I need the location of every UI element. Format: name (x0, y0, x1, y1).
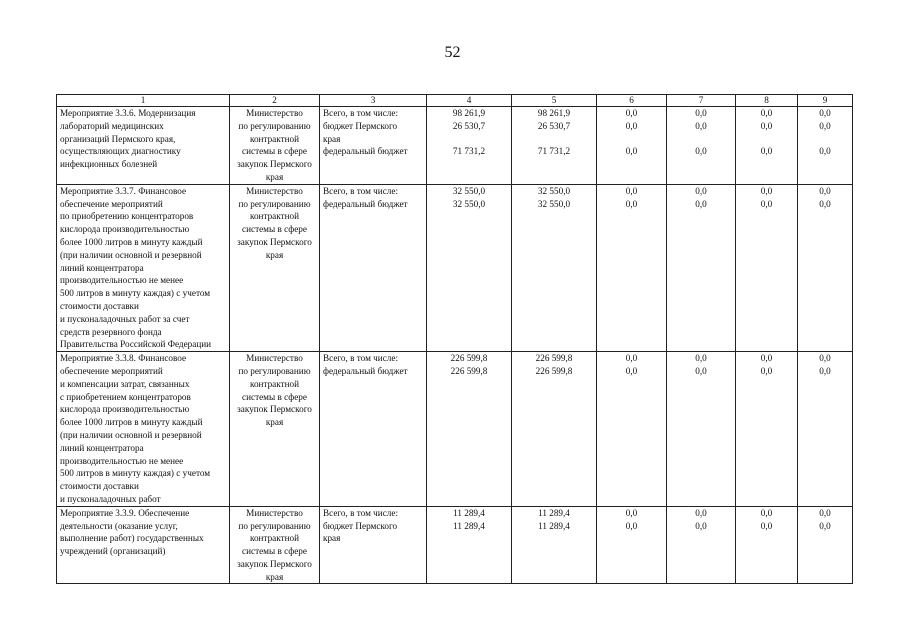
event-text-line: и компенсации затрат, связанных (60, 378, 190, 389)
budget-table (56, 94, 853, 584)
event-text-line: более 1000 литров в минуту каждый (60, 417, 203, 428)
amount-cell (736, 184, 798, 351)
amount-value: 226 599,8 (535, 353, 573, 364)
event-text-line: кислорода производительностью (60, 224, 190, 235)
amount-value: 0,0 (625, 120, 638, 131)
amount-value: 0,0 (625, 365, 638, 376)
event-cell (57, 352, 230, 507)
amount-value: 98 261,9 (452, 108, 486, 118)
event-text-line: по приобретению концентраторов (60, 211, 194, 222)
amount-value: 226 599,8 (450, 353, 488, 364)
executor-text-line: системы в сфере (242, 546, 307, 557)
amount-value: 226 599,8 (450, 365, 488, 376)
header-row (57, 95, 853, 107)
event-text-line: обеспечение мероприятий (60, 198, 163, 209)
executor-text-line: края (265, 171, 284, 182)
table-row (57, 184, 853, 351)
amount-spacer (430, 532, 508, 545)
event-text-line: обеспечение мероприятий (60, 365, 163, 376)
funding-source-cell (320, 184, 427, 351)
amount-spacer (670, 133, 732, 146)
executor-text-line: контрактной (249, 133, 300, 144)
amount-value: 32 550,0 (452, 198, 486, 209)
event-text-line: линий концентратора (60, 442, 144, 453)
executor-text-line: по регулированию (238, 120, 311, 131)
funding-source-cell (320, 352, 427, 507)
amount-spacer (739, 133, 794, 146)
amount-cell (798, 352, 853, 507)
amount-cell (512, 352, 597, 507)
event-text-line: и пусконаладочных работ (60, 493, 161, 504)
funding-source-cell (320, 107, 427, 185)
executor-text-line: по регулированию (238, 365, 311, 376)
amount-spacer (430, 133, 508, 146)
amount-value: 98 261,9 (537, 108, 571, 118)
executor-text-line: контрактной (249, 378, 300, 389)
amount-value: 0,0 (819, 353, 831, 364)
funding-source-label: Всего, в том числе: (323, 108, 399, 118)
amount-cell (798, 107, 853, 185)
event-text-line: 500 литров в минуту каждая) с учетом (60, 468, 211, 479)
executor-text-line: закупок Пермского (237, 159, 312, 170)
event-text-line: осуществляющих диагностику (60, 146, 181, 157)
event-text-line: организаций Пермского края, (60, 133, 176, 144)
amount-value: 71 731,2 (537, 146, 571, 157)
amount-value: 0,0 (819, 146, 831, 157)
column-header: 2 (230, 95, 320, 107)
table-body (57, 107, 853, 584)
event-text-line: средств резервного фонда (60, 326, 162, 337)
event-text-line: Мероприятие 3.3.9. Обеспечение (60, 507, 190, 518)
amount-cell (736, 506, 798, 584)
event-text-line: Правительства Российской Федерации (60, 339, 212, 350)
amount-value: 226 599,8 (535, 365, 573, 376)
amount-value: 0,0 (695, 520, 707, 531)
executor-text-line: по регулированию (238, 520, 311, 531)
funding-source-label: Всего, в том числе: (323, 353, 399, 364)
amount-cell (597, 184, 667, 351)
column-header: 8 (736, 95, 798, 107)
executor-text-line: системы в сфере (242, 146, 307, 157)
amount-value: 0,0 (760, 198, 773, 209)
event-text-line: (при наличии основной и резервной (60, 429, 202, 440)
amount-cell (667, 107, 736, 185)
executor-text-line: Министерство (246, 507, 303, 518)
amount-spacer (515, 532, 593, 545)
event-text-line: деятельности (оказание услуг, (60, 520, 178, 531)
amount-value: 0,0 (819, 507, 831, 518)
amount-value: 0,0 (760, 520, 773, 531)
amount-value: 0,0 (695, 120, 707, 131)
event-text-line: Мероприятие 3.3.8. Финансовое (60, 353, 187, 364)
amount-value: 0,0 (625, 198, 638, 209)
event-text-line: (при наличии основной и резервной (60, 249, 202, 260)
executor-text-line: края (265, 417, 284, 428)
event-text-line: и пусконаладочных работ за счет (60, 313, 190, 324)
column-header: 5 (512, 95, 597, 107)
event-text-line: производительностью не менее (60, 275, 184, 286)
amount-cell (597, 107, 667, 185)
amount-cell (736, 352, 798, 507)
amount-cell (427, 352, 512, 507)
event-text-line: учреждений (организаций) (60, 546, 166, 557)
amount-value: 0,0 (819, 120, 831, 131)
funding-source-label: федеральный бюджет (323, 198, 408, 209)
funding-source-label: федеральный бюджет (323, 365, 408, 376)
amount-value: 0,0 (625, 146, 638, 157)
amount-value: 32 550,0 (452, 185, 486, 196)
executor-text-line: контрактной (249, 211, 300, 222)
amount-cell (667, 352, 736, 507)
amount-spacer (739, 532, 794, 545)
amount-cell (798, 506, 853, 584)
column-header: 7 (667, 95, 736, 107)
event-text-line: инфекционных болезней (60, 159, 158, 170)
amount-value: 0,0 (695, 108, 707, 118)
amount-spacer (670, 532, 732, 545)
event-text-line: Мероприятие 3.3.6. Модернизация (60, 108, 196, 118)
amount-cell (512, 184, 597, 351)
event-text-line: линий концентратора (60, 262, 144, 273)
amount-cell (427, 107, 512, 185)
amount-value: 0,0 (760, 185, 773, 196)
amount-value: 0,0 (695, 365, 707, 376)
amount-value: 32 550,0 (537, 198, 571, 209)
amount-spacer (515, 133, 593, 146)
amount-value: 0,0 (819, 108, 831, 118)
amount-value: 11 289,4 (538, 520, 570, 531)
executor-text-line: Министерство (246, 185, 303, 196)
amount-value: 0,0 (760, 365, 773, 376)
event-text-line: с приобретением концентраторов (60, 391, 191, 402)
amount-value: 0,0 (819, 198, 831, 209)
amount-value: 11 289,4 (453, 520, 485, 531)
responsible-executor-cell (230, 352, 320, 507)
executor-text-line: закупок Пермского (237, 558, 312, 569)
event-cell (57, 506, 230, 584)
event-text-line: производительностью не менее (60, 455, 184, 466)
amount-cell (597, 506, 667, 584)
funding-source-cell (320, 506, 427, 584)
amount-cell (667, 506, 736, 584)
amount-value: 71 731,2 (452, 146, 486, 157)
amount-spacer (801, 532, 849, 545)
executor-text-line: системы в сфере (242, 391, 307, 402)
column-header: 3 (320, 95, 427, 107)
column-header: 9 (798, 95, 853, 107)
amount-cell (512, 506, 597, 584)
amount-spacer (600, 133, 663, 146)
table-row (57, 107, 853, 185)
event-cell (57, 184, 230, 351)
executor-text-line: контрактной (249, 533, 300, 544)
responsible-executor-cell (230, 506, 320, 584)
funding-source-label: бюджет Пермского (323, 520, 398, 531)
amount-cell (667, 184, 736, 351)
column-header: 6 (597, 95, 667, 107)
event-text-line: Мероприятие 3.3.7. Финансовое (60, 185, 187, 196)
amount-cell (597, 352, 667, 507)
amount-value: 0,0 (760, 507, 773, 518)
responsible-executor-cell (230, 107, 320, 185)
funding-source-label: Всего, в том числе: (323, 507, 399, 518)
amount-value: 0,0 (819, 520, 831, 531)
amount-value: 11 289,4 (453, 507, 485, 518)
amount-cell (427, 506, 512, 584)
amount-value: 0,0 (760, 146, 773, 157)
column-header: 4 (427, 95, 512, 107)
executor-text-line: Министерство (246, 108, 303, 118)
amount-spacer (801, 133, 849, 146)
responsible-executor-cell (230, 184, 320, 351)
funding-source-label: края (323, 533, 341, 544)
amount-value: 0,0 (760, 120, 773, 131)
amount-cell (798, 184, 853, 351)
event-text-line: выполнение работ) государственных (60, 533, 204, 544)
amount-value: 32 550,0 (537, 185, 571, 196)
funding-source-label: края (323, 133, 341, 144)
executor-text-line: закупок Пермского (237, 236, 312, 247)
amount-value: 0,0 (625, 507, 638, 518)
executor-text-line: системы в сфере (242, 224, 307, 235)
event-text-line: 500 литров в минуту каждая) с учетом (60, 288, 211, 299)
amount-value: 11 289,4 (538, 507, 570, 518)
executor-text-line: края (265, 249, 284, 260)
amount-cell (512, 107, 597, 185)
amount-value: 0,0 (760, 108, 773, 118)
executor-text-line: Министерство (246, 353, 303, 364)
amount-value: 26 530,7 (452, 120, 486, 131)
amount-cell (736, 107, 798, 185)
event-text-line: лабораторий медицинских (60, 120, 164, 131)
column-header: 1 (57, 95, 230, 107)
amount-value: 0,0 (819, 365, 831, 376)
amount-value: 0,0 (760, 353, 773, 364)
amount-spacer (600, 532, 663, 545)
amount-value: 0,0 (695, 198, 707, 209)
amount-value: 0,0 (695, 507, 707, 518)
event-text-line: стоимости доставки (60, 481, 139, 492)
amount-cell (427, 184, 512, 351)
amount-value: 0,0 (625, 520, 638, 531)
executor-text-line: края (265, 571, 284, 582)
table-row (57, 506, 853, 584)
event-cell (57, 107, 230, 185)
amount-value: 0,0 (695, 185, 707, 196)
event-text-line: кислорода производительностью (60, 404, 190, 415)
table-row (57, 352, 853, 507)
executor-text-line: по регулированию (238, 198, 311, 209)
funding-source-label: Всего, в том числе: (323, 185, 399, 196)
amount-value: 0,0 (625, 108, 638, 118)
page-number: 52 (444, 44, 461, 61)
amount-value: 0,0 (695, 146, 707, 157)
amount-value: 0,0 (625, 353, 638, 364)
amount-value: 0,0 (625, 185, 638, 196)
amount-value: 0,0 (819, 185, 831, 196)
executor-text-line: закупок Пермского (237, 404, 312, 415)
funding-source-label: бюджет Пермского (323, 120, 398, 131)
amount-value: 26 530,7 (537, 120, 571, 131)
event-text-line: стоимости доставки (60, 300, 139, 311)
event-text-line: более 1000 литров в минуту каждый (60, 236, 203, 247)
amount-value: 0,0 (695, 353, 707, 364)
funding-source-label: федеральный бюджет (323, 146, 408, 157)
